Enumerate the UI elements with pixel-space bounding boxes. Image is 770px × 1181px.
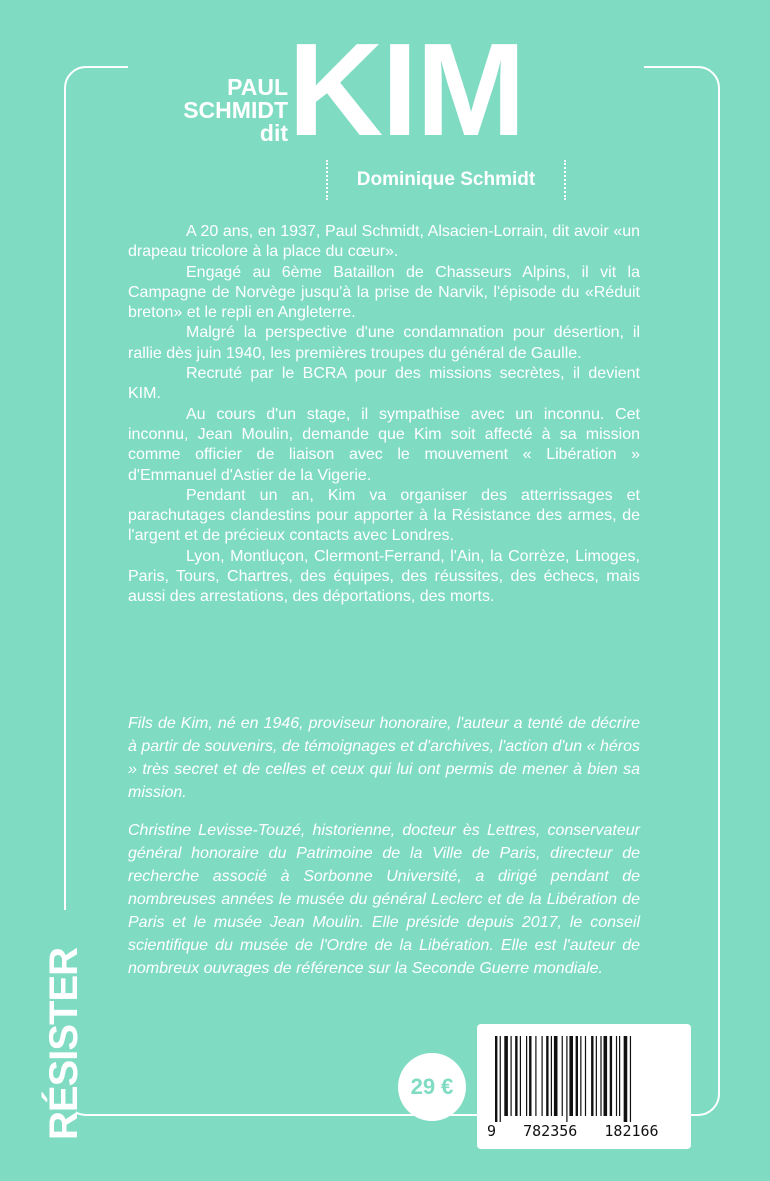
barcode-bar bbox=[551, 1036, 552, 1116]
synopsis-paragraph: Lyon, Montluçon, Clermont-Ferrand, l'Ain, la Corrèze, Limoges, Paris, Tours, Chartres, des équipes, des réussites, des échecs, mais aussi des arrestations, des déportations, des morts. bbox=[128, 547, 640, 606]
barcode-bar bbox=[520, 1036, 521, 1116]
price-badge: 29 € bbox=[398, 1053, 466, 1121]
author-bio-text: Fils de Kim, né en 1946, proviseur honoraire, l'auteur a tenté de décrire à partir de souvenirs, de témoignages et d'archives, l'action d'un « héros » très secret et de celles et ceux qui lui ont permis de mener à bien sa mission. bbox=[128, 715, 640, 801]
author-line-3: dit bbox=[259, 120, 288, 146]
barcode-bar bbox=[495, 1036, 497, 1122]
barcode-bar bbox=[604, 1036, 608, 1116]
barcode-bar bbox=[616, 1036, 617, 1116]
barcode-bar bbox=[596, 1036, 597, 1116]
book-title: KIM bbox=[288, 16, 524, 163]
barcode-bar bbox=[562, 1036, 563, 1116]
barcode-bar bbox=[554, 1036, 558, 1116]
barcode-bar bbox=[515, 1036, 517, 1116]
barcode-bar bbox=[585, 1036, 586, 1116]
barcode-bar bbox=[591, 1036, 593, 1116]
barcode-bar bbox=[526, 1036, 527, 1116]
synopsis-paragraph: Au cours d'un stage, il sympathise avec un inconnu. Cet inconnu, Jean Moulin, demande que Kim soit affecté à sa mission comme officier de liaison avec le mouvement « Libération » d'Emmanuel d'Astier de la Vigerie. bbox=[128, 405, 640, 484]
barcode-bar bbox=[504, 1036, 508, 1116]
series-name: RÉSISTER bbox=[42, 947, 86, 1140]
barcode-bar bbox=[624, 1036, 628, 1122]
author-line-2: SCHMIDT bbox=[183, 97, 288, 123]
synopsis-paragraph: Recruté par le BCRA pour des missions secrètes, il devient KIM. bbox=[128, 365, 640, 403]
barcode-bar bbox=[542, 1036, 543, 1116]
synopsis-paragraph: A 20 ans, en 1937, Paul Schmidt, Alsacien-Lorrain, dit avoir «un drapeau tricolore à la place du cœur». bbox=[128, 223, 640, 261]
barcode-bar bbox=[630, 1036, 631, 1122]
barcode-bar bbox=[546, 1036, 548, 1116]
synopsis bbox=[128, 222, 640, 608]
synopsis-paragraph: Malgré la perspective d'une condamnation pour désertion, il rallie dès juin 1940, les premières troupes du général de Gaulle. bbox=[128, 324, 640, 362]
author-line-1: PAUL bbox=[227, 74, 288, 100]
preface-bio-text: Christine Levisse-Touzé, historienne, docteur ès Lettres, conservateur général honoraire du Patrimoine de la Ville de Paris, directeur de recherche associé à Sorbonne Université, a dirigé pendant de nombreuses années le musée du général Leclerc et de la Libération de Paris et le musée Jean Moulin. Elle préside depuis 2017, le conseil scientifique du musée de l'Ordre de la Libération. Elle est l'auteur de nombreux ouvrages de référence sur la Seconde Guerre mondiale. bbox=[128, 822, 640, 977]
barcode-bar bbox=[600, 1036, 601, 1116]
barcode-bar bbox=[576, 1036, 578, 1116]
barcode bbox=[477, 1024, 691, 1149]
barcode-bar bbox=[566, 1036, 567, 1122]
barcode-bar bbox=[535, 1036, 536, 1116]
synopsis-paragraph: Engagé au 6ème Bataillon de Chasseurs Alpins, il vit la Campagne de Norvège jusqu'à la prise de Narvik, l'épisode du «Réduit breton» et le repli en Angleterre. bbox=[128, 263, 640, 322]
barcode-icon bbox=[487, 1036, 681, 1122]
barcode-bar bbox=[500, 1036, 501, 1122]
synopsis-paragraph: Pendant un an, Kim va organiser des atterrissages et parachutages clandestins pour apporter à la Résistance des armes, de l'argent et de précieux contacts avec Londres. bbox=[128, 486, 640, 545]
barcode-bar bbox=[619, 1036, 620, 1116]
series-logo bbox=[40, 940, 88, 1140]
barcode-bar bbox=[610, 1036, 612, 1116]
barcode-bar bbox=[511, 1036, 512, 1116]
title-author-name bbox=[150, 76, 288, 145]
preface-bio bbox=[128, 819, 640, 980]
byline: Dominique Schmidt bbox=[326, 160, 566, 200]
barcode-bar bbox=[529, 1036, 531, 1116]
barcode-bar bbox=[580, 1036, 581, 1116]
author-bio bbox=[128, 712, 640, 804]
barcode-bar bbox=[569, 1036, 573, 1116]
isbn-number: 9 782356 182166 bbox=[487, 1122, 659, 1140]
